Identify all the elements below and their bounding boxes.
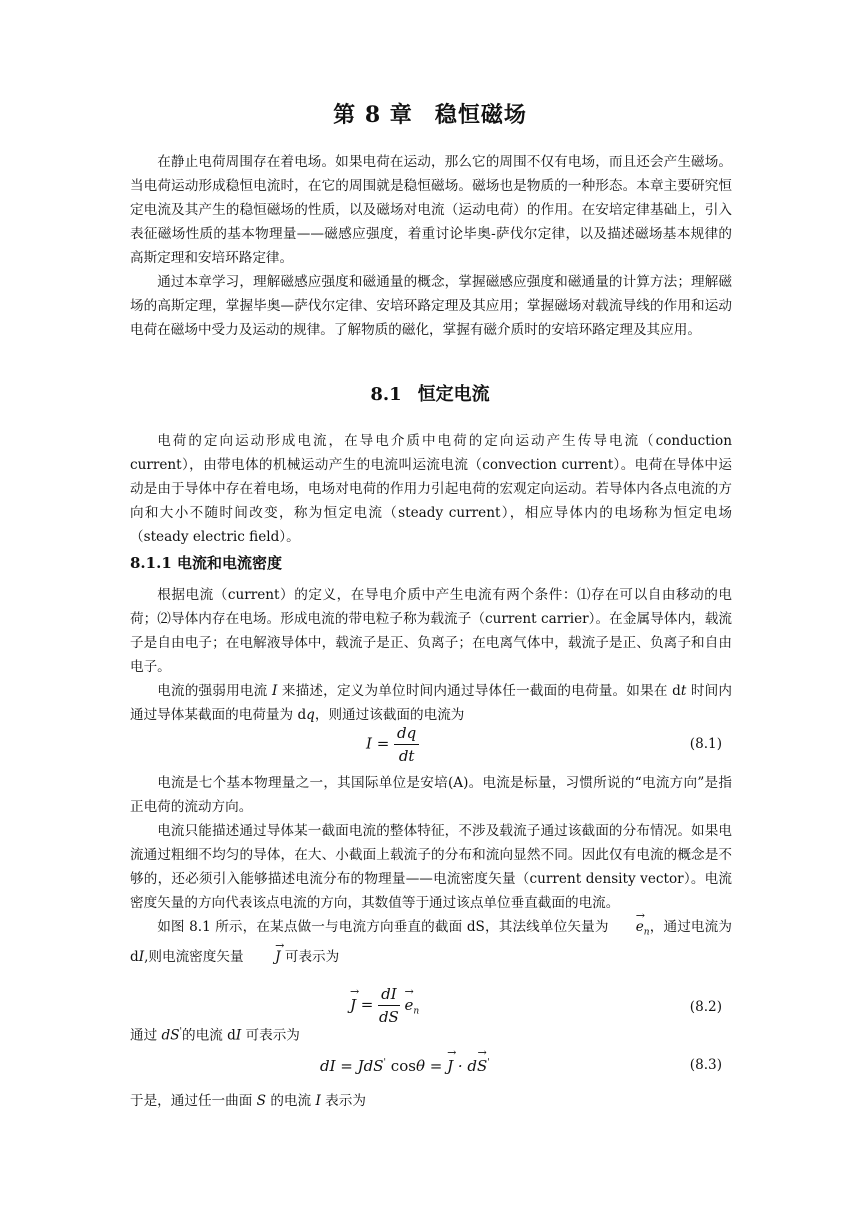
section-text [130, 429, 732, 549]
equation-8-1 [130, 722, 732, 772]
intro-text [130, 150, 732, 342]
intro-paragraph-1: 在静止电荷周围存在着电场。如果电荷在运动，那么它的周围不仅有电场，而且还会产生磁场。当电荷运动形成稳恒电流时，在它的周围就是稳恒磁场。磁场也是物质的一种形态。本章主要研究恒定电流及其产生的稳恒磁场的性质，以及磁场对电流（运动电荷）的作用。在安培定律基础上，引入表征磁场性质的基本物理量——磁感应强度，着重讨论毕奥-萨伐尔定律，以及描述磁场基本规律的高斯定理和安培环路定律。 [130, 154, 732, 266]
section-title [0, 380, 860, 406]
subsection-paragraph-2: 电流的强弱用电流 I 来描述，定义为单位时间内通过导体任一截面的电荷量。如果在 dt 时间内通过导体某截面的电荷量为 dq，则通过该截面的电流为 [130, 683, 733, 723]
subsection-text-a [130, 583, 732, 727]
intro-paragraph-2: 通过本章学习，理解磁感应强度和磁通量的概念，掌握磁感应强度和磁通量的计算方法；理解磁场的高斯定理，掌握毕奥—萨伐尔定律、安培环路定理及其应用；掌握磁场对载流导线的作用和运动电荷在磁场中受力及运动的规律。了解物质的磁化，掌握有磁介质时的安培环路定理及其应用。 [130, 274, 732, 338]
subsection-text-d [130, 1089, 732, 1113]
subsection-text-c [130, 1020, 732, 1048]
subsection-paragraph-4: 电流只能描述通过导体某一截面电流的整体特征，不涉及载流子通过该截面的分布情况。如果电流通过粗细不均匀的导体，在大、小截面上载流子的分布和流向显然不同。因此仅有电流的概念是不够的，还必须引入能够描述电流分布的物理量——电流密度矢量（current density vector）。电流密度矢量的方向代表该点电流的方向，其数值等于通过该点单位垂直截面的电流。 [130, 823, 732, 911]
chapter-title [0, 98, 860, 129]
equation-8-1-formula: I = $\frac{dq}{dt}$ [366, 722, 419, 767]
chapter-name: 稳恒磁场 [434, 102, 527, 128]
subsection-paragraph-1: 根据电流（current）的定义，在导电介质中产生电流有两个条件：⑴存在可以自由移动的电荷；⑵导体内存在电场。形成电流的带电粒子称为载流子（current carrier）。在金属导体内，载流子是自由电子；在电解液导体中，载流子是正、负离子；在电离气体中，载流子是正、负离子和自由电子。 [130, 587, 732, 675]
equation-8-2-formula: → J = $\frac{dI}{dS}$ → $e_n$ [350, 983, 419, 1028]
subsection-paragraph-7: 于是，通过任一曲面 S 的电流 I 表示为 [130, 1093, 366, 1109]
chapter-number: 第 8 章 [333, 102, 413, 128]
equation-8-2-number: (8.2) [689, 999, 722, 1015]
subsection-paragraph-6: 通过 dS'的电流 dI 可表示为 [130, 1027, 300, 1044]
subsection-text-b [130, 771, 732, 969]
subsection-paragraph-3: 电流是七个基本物理量之一，其国际单位是安培(A)。电流是标量，习惯所说的“电流方向”是指正电荷的流动方向。 [130, 775, 732, 815]
equation-8-3-number: (8.3) [689, 1057, 722, 1073]
section-paragraph-1: 电荷的定向运动形成电流，在导电介质中电荷的定向运动产生传导电流（conduction current），由带电体的机械运动产生的电流叫运流电流（convection current）。电荷在导体中运动是由于导体中存在着电场，电场对电荷的作用力引起电荷的宏观定向运动。若导体内各点电流的方向和大小不随时间改变，称为恒定电流（steady current），相应导体内的电场称为恒定电场（steady electric field）。 [130, 433, 732, 545]
equation-8-1-number: (8.1) [689, 736, 722, 752]
equation-8-3-formula: dI = JdS' cosθ = → J · d→ S' [320, 1057, 490, 1075]
subsection-paragraph-5: 如图 8.1 所示，在某点做一与电流方向垂直的截面 dS，其法线单位矢量为→ $e_n$，通过电流为 dI,则电流密度矢量 → J 可表示为 [130, 915, 732, 969]
subsection-title: 8.1.1 电流和电流密度 [130, 554, 282, 572]
section-name: 恒定电流 [417, 384, 490, 405]
section-number: 8.1 [370, 384, 402, 405]
